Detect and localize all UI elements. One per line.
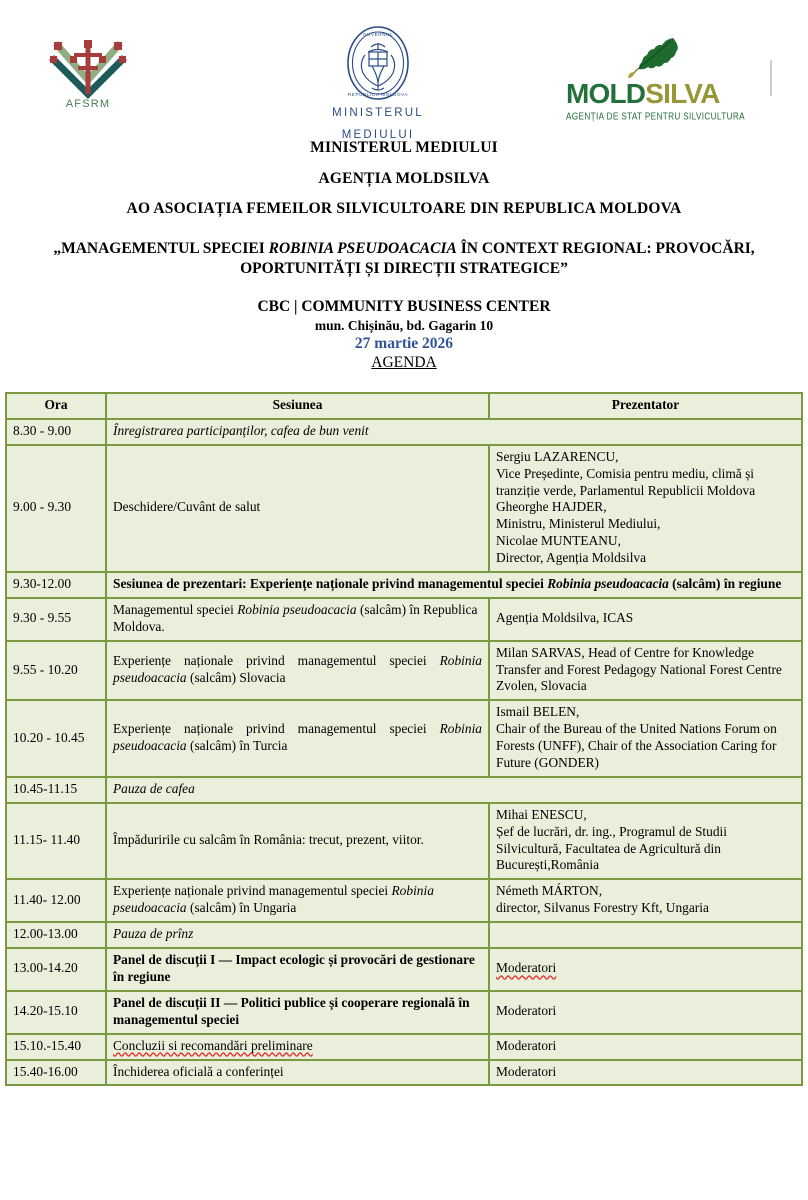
cell-session: Panel de discuții I — Impact ecologic și provocări de gestionare în regiune	[107, 949, 490, 992]
cell-time: 14.20-15.10	[7, 992, 107, 1035]
cell-session: Înregistrarea participanților, cafea de bun venit	[107, 420, 801, 446]
agenda-table-wrapper	[5, 392, 803, 1086]
cell-session: Deschidere/Cuvânt de salut	[107, 446, 490, 573]
moldova-state-coat-of-arms-icon	[341, 24, 415, 102]
cell-time: 9.30-12.00	[7, 573, 107, 599]
logo-bar	[0, 0, 808, 140]
table-row	[7, 1035, 801, 1061]
cell-session: Pauza de prînz	[107, 923, 490, 949]
table-row	[7, 804, 801, 881]
ministerul-line2: MEDIULUI	[341, 129, 415, 142]
svg-text:GUVERNUL: GUVERNUL	[362, 32, 394, 37]
cell-time: 10.20 - 10.45	[7, 701, 107, 778]
table-row	[7, 573, 801, 599]
oak-leaf-icon	[618, 36, 684, 78]
ministerul-line1: MINISTERUL	[332, 107, 424, 119]
cell-session: Închiderea oficială a conferinței	[107, 1061, 490, 1085]
table-row	[7, 992, 801, 1035]
cell-presenter: Agenția Moldsilva, ICAS	[490, 599, 801, 642]
document-header	[0, 140, 808, 370]
cell-presenter: Ismail BELEN, Chair of the Bureau of the United Nations Forum on Forests (UNFF), Chair of the Association Caring for Future (GONDER)	[490, 701, 801, 778]
afsrm-logo	[38, 38, 138, 118]
venue-name: CBC | COMMUNITY BUSINESS CENTER	[257, 298, 551, 316]
cell-session: Experiențe naționale privind managementul speciei Robinia pseudoacacia (salcâm) în Ungaria	[107, 880, 490, 923]
moldsilva-subtitle: AGENȚIA DE STAT PENTRU SILVICULTURA	[566, 111, 745, 122]
moldsilva-word2: SILVA	[645, 78, 720, 109]
cell-time: 15.10.-15.40	[7, 1035, 107, 1061]
title-part-2: ÎN CONTEXT REGIONAL: PROVOCĂRI, OPORTUNITĂȚI ȘI DIRECȚII STRATEGICE”	[240, 239, 755, 277]
cell-session: Pauza de cafea	[107, 778, 801, 804]
page-title	[30, 239, 778, 280]
cell-session: Panel de discuții II — Politici publice și cooperare regională în managementul speciei	[107, 992, 490, 1035]
cell-time: 12.00-13.00	[7, 923, 107, 949]
org-line-1: MINISTERUL MEDIULUI	[310, 139, 498, 156]
svg-text:REPUBLICII MOLDOVA: REPUBLICII MOLDOVA	[347, 92, 409, 97]
moldsilva-logo	[566, 36, 766, 120]
cell-time: 9.00 - 9.30	[7, 446, 107, 573]
afsrm-label: AFSRM	[65, 98, 111, 110]
table-header-row	[7, 394, 801, 420]
cell-session: Sesiunea de prezentari: Experiențe naționale privind managementul speciei Robinia pseudoacacia (salcâm) în regiune	[107, 573, 801, 599]
cell-presenter	[490, 923, 801, 949]
cell-session: Împăduririle cu salcâm în România: trecut, prezent, viitor.	[107, 804, 490, 881]
venue-address: mun. Chișinău, bd. Gagarin 10	[314, 317, 494, 333]
cell-presenter: Moderatori	[490, 1061, 801, 1085]
cell-time: 10.45-11.15	[7, 778, 107, 804]
cell-presenter: Moderatori	[490, 949, 801, 992]
moldsilva-word1: MOLD	[566, 78, 646, 109]
logo-divider	[770, 60, 772, 96]
cell-session: Experiențe naționale privind managementul speciei Robinia pseudoacacia (salcâm) Slovacia	[107, 642, 490, 702]
afsrm-tree-logo-icon	[40, 38, 136, 100]
table-row	[7, 1061, 801, 1085]
table-row	[7, 420, 801, 446]
cell-time: 11.15- 11.40	[7, 804, 107, 881]
column-header-sesiunea: Sesiunea	[107, 394, 490, 420]
org-line-3: AO ASOCIAȚIA FEMEILOR SILVICULTOARE DIN REPUBLICA MOLDOVA	[126, 200, 682, 217]
table-row	[7, 778, 801, 804]
table-row	[7, 642, 801, 702]
cell-session: Managementul speciei Robinia pseudoacacia (salcâm) în Republica Moldova.	[107, 599, 490, 642]
cell-presenter: Mihai ENESCU, Șef de lucrări, dr. ing., Programul de Studii Silvicultură, Facultatea de Agricultură din București,România	[490, 804, 801, 881]
cell-presenter: Sergiu LAZARENCU, Vice Președinte, Comisia pentru mediu, climă și tranziție verde, Parlamentul Republicii Moldova Gheorghe HAJDER, Ministru, Ministerul Mediului, Nicolae MUNTEANU, Director, Agenția Moldsilva	[490, 446, 801, 573]
table-row	[7, 701, 801, 778]
cell-time: 9.30 - 9.55	[7, 599, 107, 642]
cell-session: Experiențe naționale privind managementul speciei Robinia pseudoacacia (salcâm) în Turcia	[107, 701, 490, 778]
table-row	[7, 880, 801, 923]
cell-presenter: Moderatori	[490, 1035, 801, 1061]
table-row	[7, 949, 801, 992]
cell-presenter: Moderatori	[490, 992, 801, 1035]
title-part-1: „MANAGEMENTUL SPECIEI	[53, 239, 269, 257]
cell-time: 15.40-16.00	[7, 1061, 107, 1085]
table-row	[7, 446, 801, 573]
cell-presenter: Németh MÁRTON, director, Silvanus Forestry Kft, Ungaria	[490, 880, 801, 923]
cell-session: Concluzii si recomandări preliminare	[107, 1035, 490, 1061]
org-line-2: AGENȚIA MOLDSILVA	[318, 169, 490, 187]
title-species-italic: ROBINIA PSEUDOACACIA	[268, 239, 457, 257]
event-date: 27 martie 2026	[354, 335, 454, 353]
cell-time: 13.00-14.20	[7, 949, 107, 992]
agenda-table	[5, 392, 803, 1086]
cell-time: 9.55 - 10.20	[7, 642, 107, 702]
agenda-table-body	[7, 420, 801, 1085]
cell-time: 8.30 - 9.00	[7, 420, 107, 446]
table-row	[7, 599, 801, 642]
column-header-ora: Ora	[7, 394, 107, 420]
cell-presenter: Milan SARVAS, Head of Centre for Knowledge Transfer and Forest Pedagogy National Forest Centre Zvolen, Slovacia	[490, 642, 801, 702]
cell-time: 11.40- 12.00	[7, 880, 107, 923]
column-header-prezentator: Prezentator	[490, 394, 801, 420]
table-row	[7, 923, 801, 949]
agenda-label: AGENDA	[371, 353, 437, 371]
ministerul-mediului-logo	[318, 24, 438, 147]
